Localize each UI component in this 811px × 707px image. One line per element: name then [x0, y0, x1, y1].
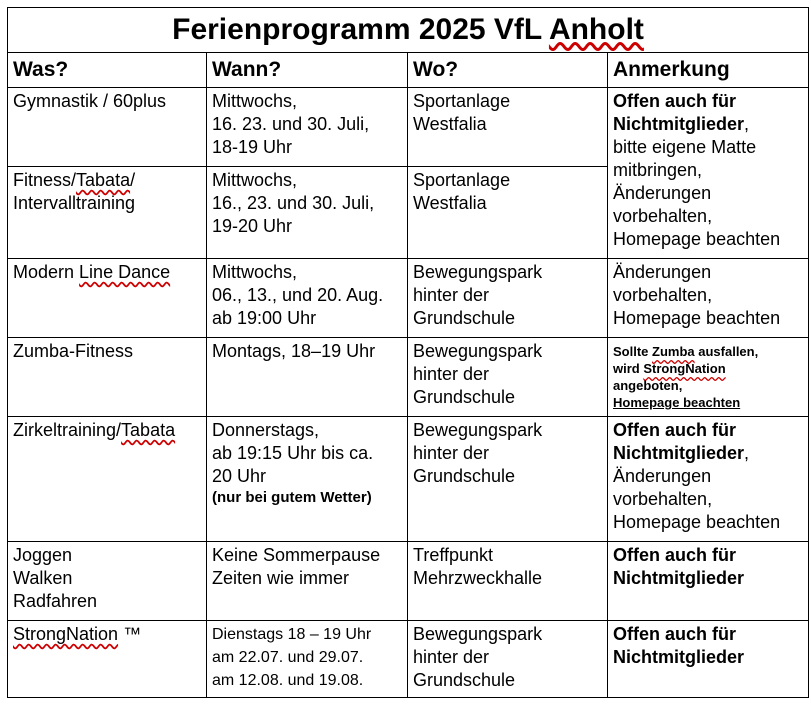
cell-was: Zumba-Fitness: [8, 338, 207, 417]
header-was: Was?: [8, 53, 207, 88]
cell-wann: Montags, 18–19 Uhr: [207, 338, 408, 417]
cell-wo: Sportanlage Westfalia: [408, 167, 608, 259]
cell-anmerkung: Offen auch für Nichtmitglieder: [608, 542, 809, 621]
cell-anmerkung: Sollte Zumba ausfallen, wird StrongNation angeboten, Homepage beachten: [608, 338, 809, 417]
cell-wo: Bewegungspark hinter der Grundschule: [408, 417, 608, 542]
cell-anmerkung: Offen auch für Nichtmitglieder: [608, 621, 809, 698]
cell-wann: Mittwochs, 16., 23. und 30. Juli, 19-20 Uhr: [207, 167, 408, 259]
table-row: [8, 338, 809, 417]
cell-was: Gymnastik / 60plus: [8, 88, 207, 167]
header-wo: Wo?: [408, 53, 608, 88]
table-row: [8, 88, 809, 167]
table-row: [8, 259, 809, 338]
cell-was: Fitness/Tabata/ Intervalltraining: [8, 167, 207, 259]
cell-was: StrongNation ™: [8, 621, 207, 698]
cell-wann: Mittwochs, 06., 13., und 20. Aug. ab 19:00 Uhr: [207, 259, 408, 338]
cell-wo: Treffpunkt Mehrzweckhalle: [408, 542, 608, 621]
page-title: Ferienprogramm 2025 VfL Anholt: [8, 8, 809, 53]
table-header: [8, 53, 809, 88]
header-wann: Wann?: [207, 53, 408, 88]
cell-anmerkung: Offen auch für Nichtmitglieder, bitte eigene Matte mitbringen, Änderungen vorbehalten, Homepage beachten: [608, 88, 809, 259]
cell-wo: Bewegungspark hinter der Grundschule: [408, 621, 608, 698]
cell-was: Zirkeltraining/Tabata: [8, 417, 207, 542]
cell-wann: Donnerstags, ab 19:15 Uhr bis ca. 20 Uhr (nur bei gutem Wetter): [207, 417, 408, 542]
program-table: [7, 7, 809, 698]
cell-anmerkung: Änderungen vorbehalten, Homepage beachten: [608, 259, 809, 338]
cell-anmerkung: Offen auch für Nichtmitglieder, Änderungen vorbehalten, Homepage beachten: [608, 417, 809, 542]
cell-wo: Bewegungspark hinter der Grundschule: [408, 259, 608, 338]
cell-was: Modern Line Dance: [8, 259, 207, 338]
homepage-link[interactable]: Homepage beachten: [613, 395, 741, 410]
cell-wann: Dienstags 18 – 19 Uhr am 22.07. und 29.07. am 12.08. und 19.08.: [207, 621, 408, 698]
cell-wann: Keine Sommerpause Zeiten wie immer: [207, 542, 408, 621]
table-row: [8, 542, 809, 621]
cell-wo: Sportanlage Westfalia: [408, 88, 608, 167]
cell-wo: Bewegungspark hinter der Grundschule: [408, 338, 608, 417]
cell-wann: Mittwochs, 16. 23. und 30. Juli, 18-19 Uhr: [207, 88, 408, 167]
header-anmerkung: Anmerkung: [608, 53, 809, 88]
cell-was: Joggen Walken Radfahren: [8, 542, 207, 621]
table-row: [8, 621, 809, 698]
table-row: [8, 417, 809, 542]
